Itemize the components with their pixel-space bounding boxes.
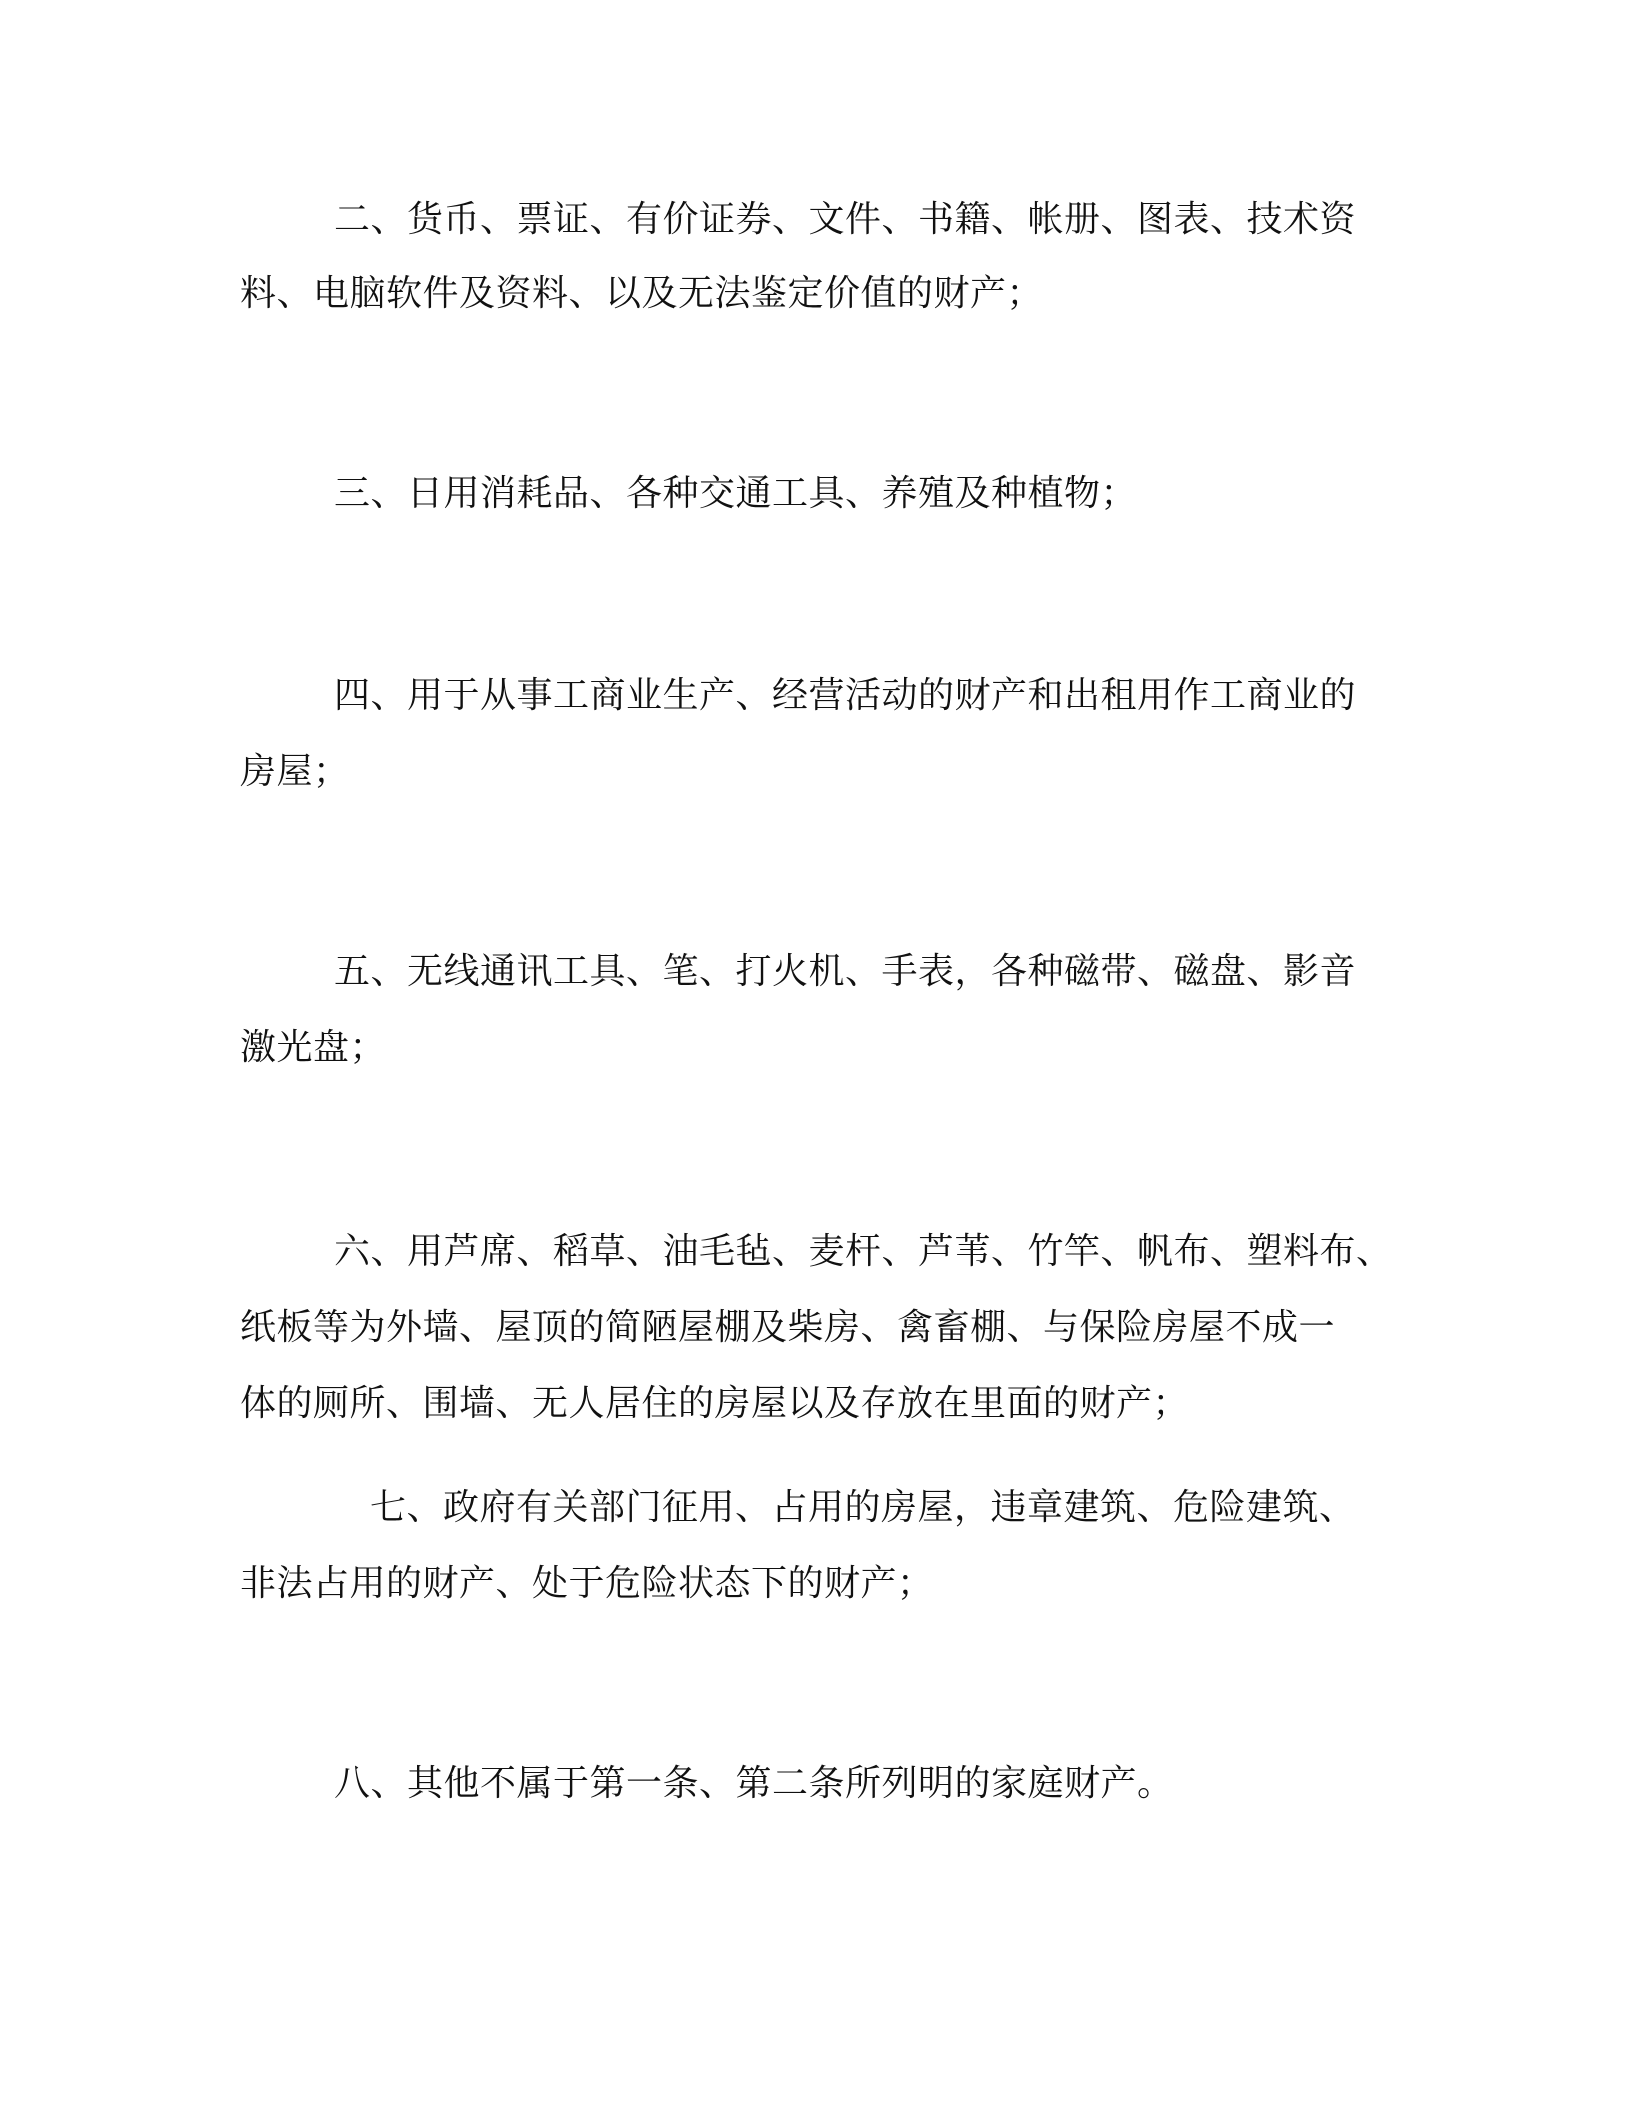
clause-item-6-line-3: 体的厕所、围墙、无人居住的房屋以及存放在里面的财产； <box>240 1383 1190 1424</box>
clause-item-2-line-1: 二、货币、票证、有价证券、文件、书籍、帐册、图表、技术资 <box>334 199 1357 240</box>
clause-item-6-line-1: 六、用芦席、稻草、油毛毡、麦杆、芦苇、竹竿、帆布、塑料布、 <box>334 1231 1393 1272</box>
clause-item-5-line-1: 五、无线通讯工具、笔、打火机、手表，各种磁带、磁盘、影音 <box>334 951 1357 992</box>
clause-item-3-line-1: 三、日用消耗品、各种交通工具、养殖及种植物； <box>334 473 1138 514</box>
clause-item-7-line-2: 非法占用的财产、处于危险状态下的财产； <box>240 1563 934 1604</box>
clause-item-4-line-1: 四、用于从事工商业生产、经营活动的财产和出租用作工商业的 <box>334 675 1357 716</box>
clause-item-6-line-2: 纸板等为外墙、屋顶的简陋屋棚及柴房、禽畜棚、与保险房屋不成一 <box>240 1307 1336 1348</box>
clause-item-7-line-1: 七、政府有关部门征用、占用的房屋，违章建筑、危险建筑、 <box>370 1487 1356 1528</box>
clause-item-4-line-2: 房屋； <box>240 751 350 792</box>
clause-item-5-line-2: 激光盘； <box>240 1027 387 1068</box>
clause-item-2-line-2: 料、电脑软件及资料、以及无法鉴定价值的财产； <box>240 273 1044 314</box>
clause-item-8-line-1: 八、其他不属于第一条、第二条所列明的家庭财产。 <box>334 1763 1174 1804</box>
